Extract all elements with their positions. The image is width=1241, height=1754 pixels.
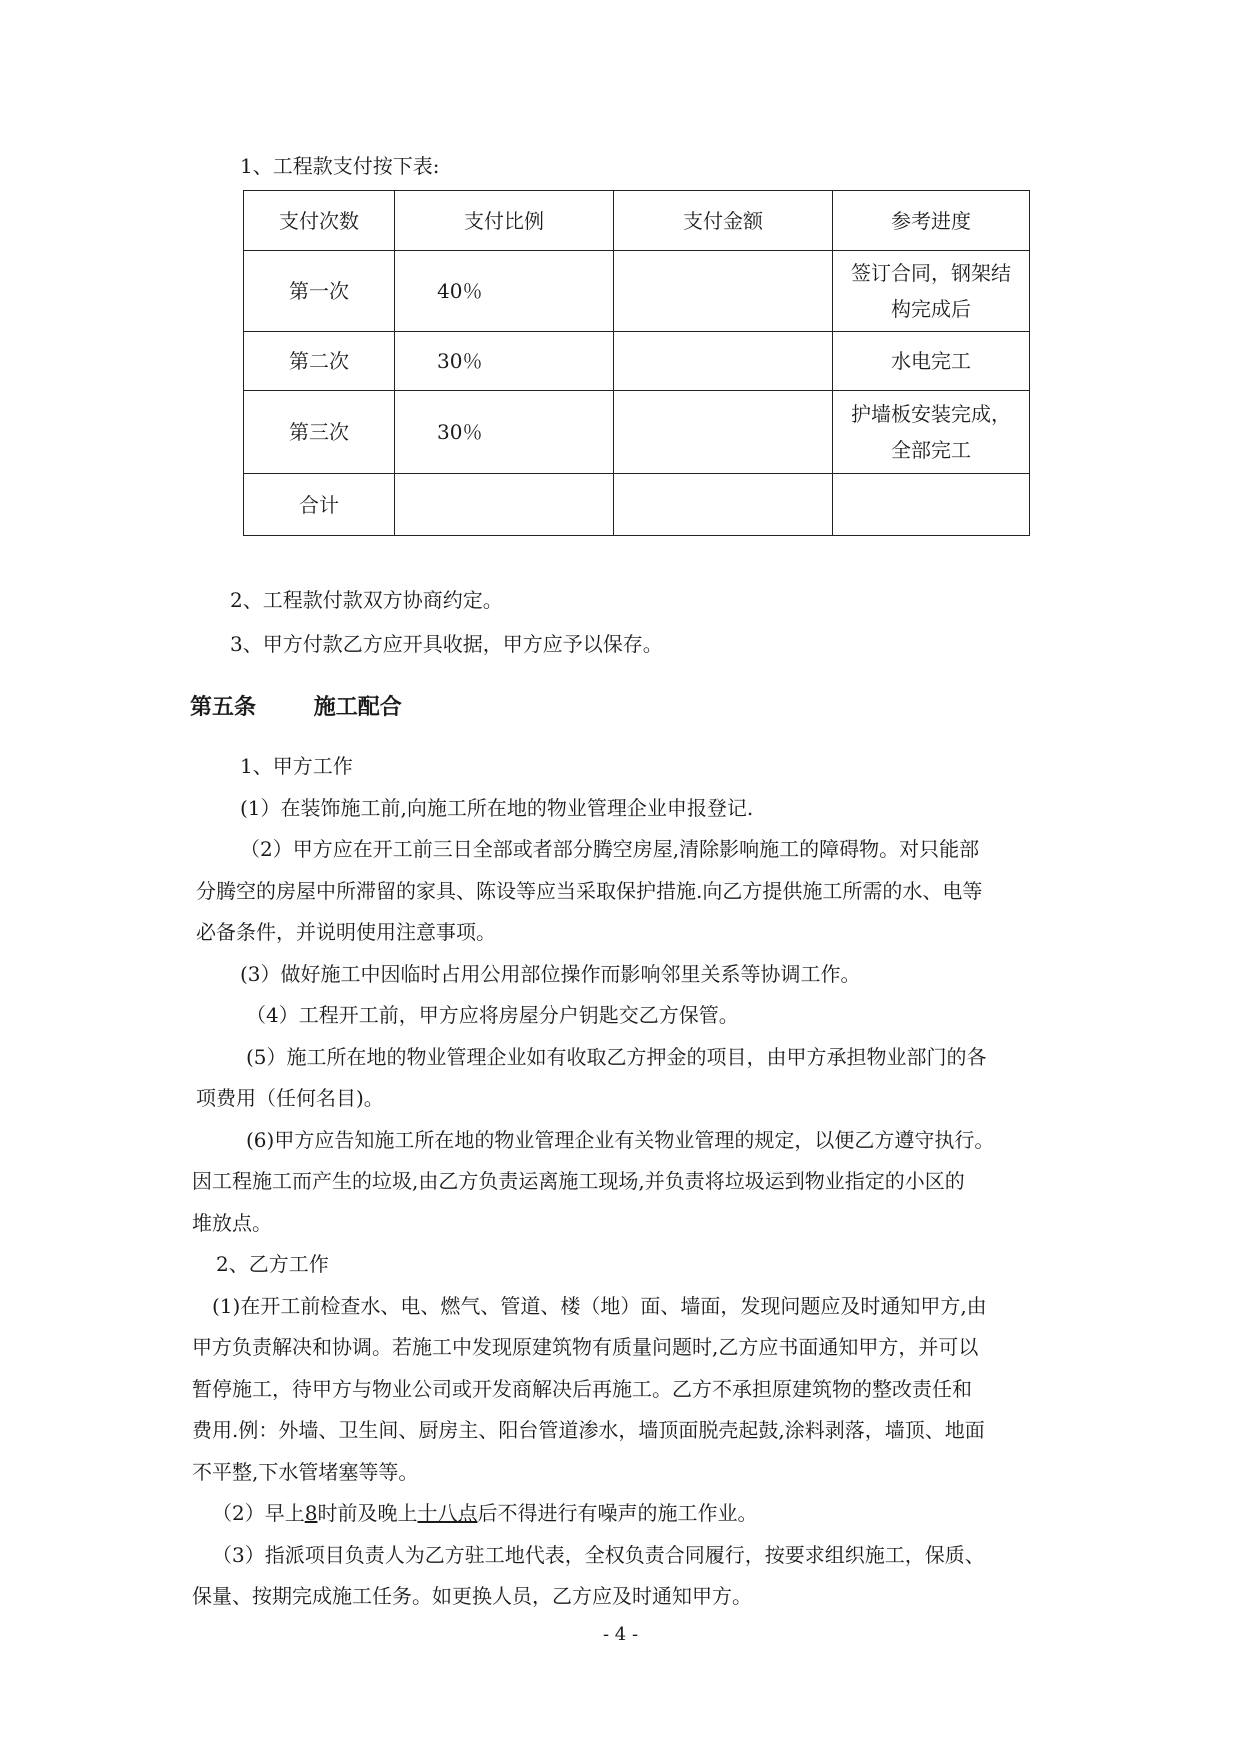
- header-progress: 参考进度: [833, 191, 1030, 251]
- header-ratio: 支付比例: [395, 191, 614, 251]
- table-row: [244, 332, 1030, 391]
- cell-ratio: 40％: [395, 251, 614, 332]
- paragraph-line: 项费用（任何名目)。: [196, 1086, 384, 1110]
- paragraph-line: （3）指派项目负责人为乙方驻工地代表，全权负责合同履行，按要求组织施工，保质、: [212, 1543, 985, 1567]
- paragraph-line: 因工程施工而产生的垃圾,由乙方负责运离施工现场,并负责将垃圾运到物业指定的小区的: [192, 1169, 965, 1193]
- paragraph-line: 保量、按期完成施工任务。如更换人员，乙方应及时通知甲方。: [192, 1584, 752, 1608]
- header-amount: 支付金额: [614, 191, 833, 251]
- progress-line: 构完成后: [891, 297, 971, 321]
- cell-times: 合计: [244, 474, 395, 536]
- party-a-title: 1、甲方工作: [240, 754, 353, 778]
- header-times: 支付次数: [244, 191, 395, 251]
- cell-times: 第二次: [244, 332, 395, 391]
- section-number: 第五条: [190, 695, 257, 720]
- start-time: 8: [304, 1501, 318, 1525]
- paragraph-line: 不平整,下水管堵塞等等。: [192, 1460, 419, 1484]
- cell-ratio: [395, 474, 614, 536]
- table-header-row: [244, 191, 1030, 251]
- noise-suffix: 后不得进行有噪声的施工作业。: [477, 1501, 758, 1525]
- paragraph-line: 3、甲方付款乙方应开具收据，甲方应予以保存。: [230, 632, 663, 656]
- paragraph-line: （4）工程开工前，甲方应将房屋分户钥匙交乙方保管。: [246, 1003, 739, 1027]
- cell-times: 第一次: [244, 251, 395, 332]
- paragraph-line: (1)在开工前检查水、电、燃气、管道、楼（地）面、墙面，发现问题应及时通知甲方,由: [212, 1294, 987, 1318]
- paragraph-line: (1）在装饰施工前,向施工所在地的物业管理企业申报登记.: [240, 796, 754, 820]
- table-row: [244, 391, 1030, 474]
- section-heading: [190, 694, 402, 722]
- cell-progress: [833, 391, 1030, 474]
- cell-ratio: 30％: [395, 391, 614, 474]
- paragraph-line: (3）做好施工中因临时占用公用部位操作而影响邻里关系等协调工作。: [240, 962, 861, 986]
- progress-line: 签订合同，钢架结: [851, 261, 1011, 285]
- progress-line: 护墙板安装完成，: [851, 402, 1011, 426]
- cell-amount: [614, 474, 833, 536]
- paragraph-line: 必备条件，并说明使用注意事项。: [196, 920, 496, 944]
- noise-mid: 时前及晚上: [317, 1501, 418, 1525]
- paragraph-line: (5）施工所在地的物业管理企业如有收取乙方押金的项目，由甲方承担物业部门的各: [246, 1045, 987, 1069]
- table-row: [244, 251, 1030, 332]
- paragraph-line: 2、工程款付款双方协商约定。: [230, 588, 503, 612]
- paragraph-line: 分腾空的房屋中所滞留的家具、陈设等应当采取保护措施.向乙方提供施工所需的水、电等: [196, 879, 983, 903]
- paragraph-line: 费用.例：外墙、卫生间、厨房主、阳台管道渗水，墙顶面脱壳起鼓,涂料剥落，墙顶、地面: [192, 1418, 985, 1442]
- intro-line: 1、工程款支付按下表:: [240, 154, 440, 178]
- payment-table: [243, 190, 1030, 536]
- cell-amount: [614, 251, 833, 332]
- section-title: 施工配合: [313, 695, 402, 720]
- paragraph-line: (6)甲方应告知施工所在地的物业管理企业有关物业管理的规定，以便乙方遵守执行。: [246, 1128, 995, 1152]
- paragraph-line: 暂停施工，待甲方与物业公司或开发商解决后再施工。乙方不承担原建筑物的整改责任和: [192, 1377, 972, 1401]
- noise-prefix: （2）早上: [212, 1501, 305, 1525]
- cell-progress: [833, 332, 1030, 391]
- cell-ratio: 30％: [395, 332, 614, 391]
- table-row-total: [244, 474, 1030, 536]
- end-time: 十八点: [417, 1501, 478, 1525]
- paragraph-line: 甲方负责解决和协调。若施工中发现原建筑物有质量问题时,乙方应书面通知甲方，并可以: [192, 1335, 979, 1359]
- paragraph-line: 堆放点。: [192, 1211, 272, 1235]
- progress-line: 水电完工: [891, 349, 971, 373]
- page-number: - 4 -: [602, 1624, 639, 1645]
- cell-progress: [833, 474, 1030, 536]
- cell-times: 第三次: [244, 391, 395, 474]
- paragraph-line: （2）甲方应在开工前三日全部或者部分腾空房屋,清除影响施工的障碍物。对只能部: [240, 837, 980, 861]
- progress-line: 全部完工: [891, 438, 971, 462]
- party-b-title: 2、乙方工作: [216, 1252, 329, 1276]
- noise-rule-line: [212, 1499, 757, 1527]
- cell-progress: [833, 251, 1030, 332]
- cell-amount: [614, 391, 833, 474]
- cell-amount: [614, 332, 833, 391]
